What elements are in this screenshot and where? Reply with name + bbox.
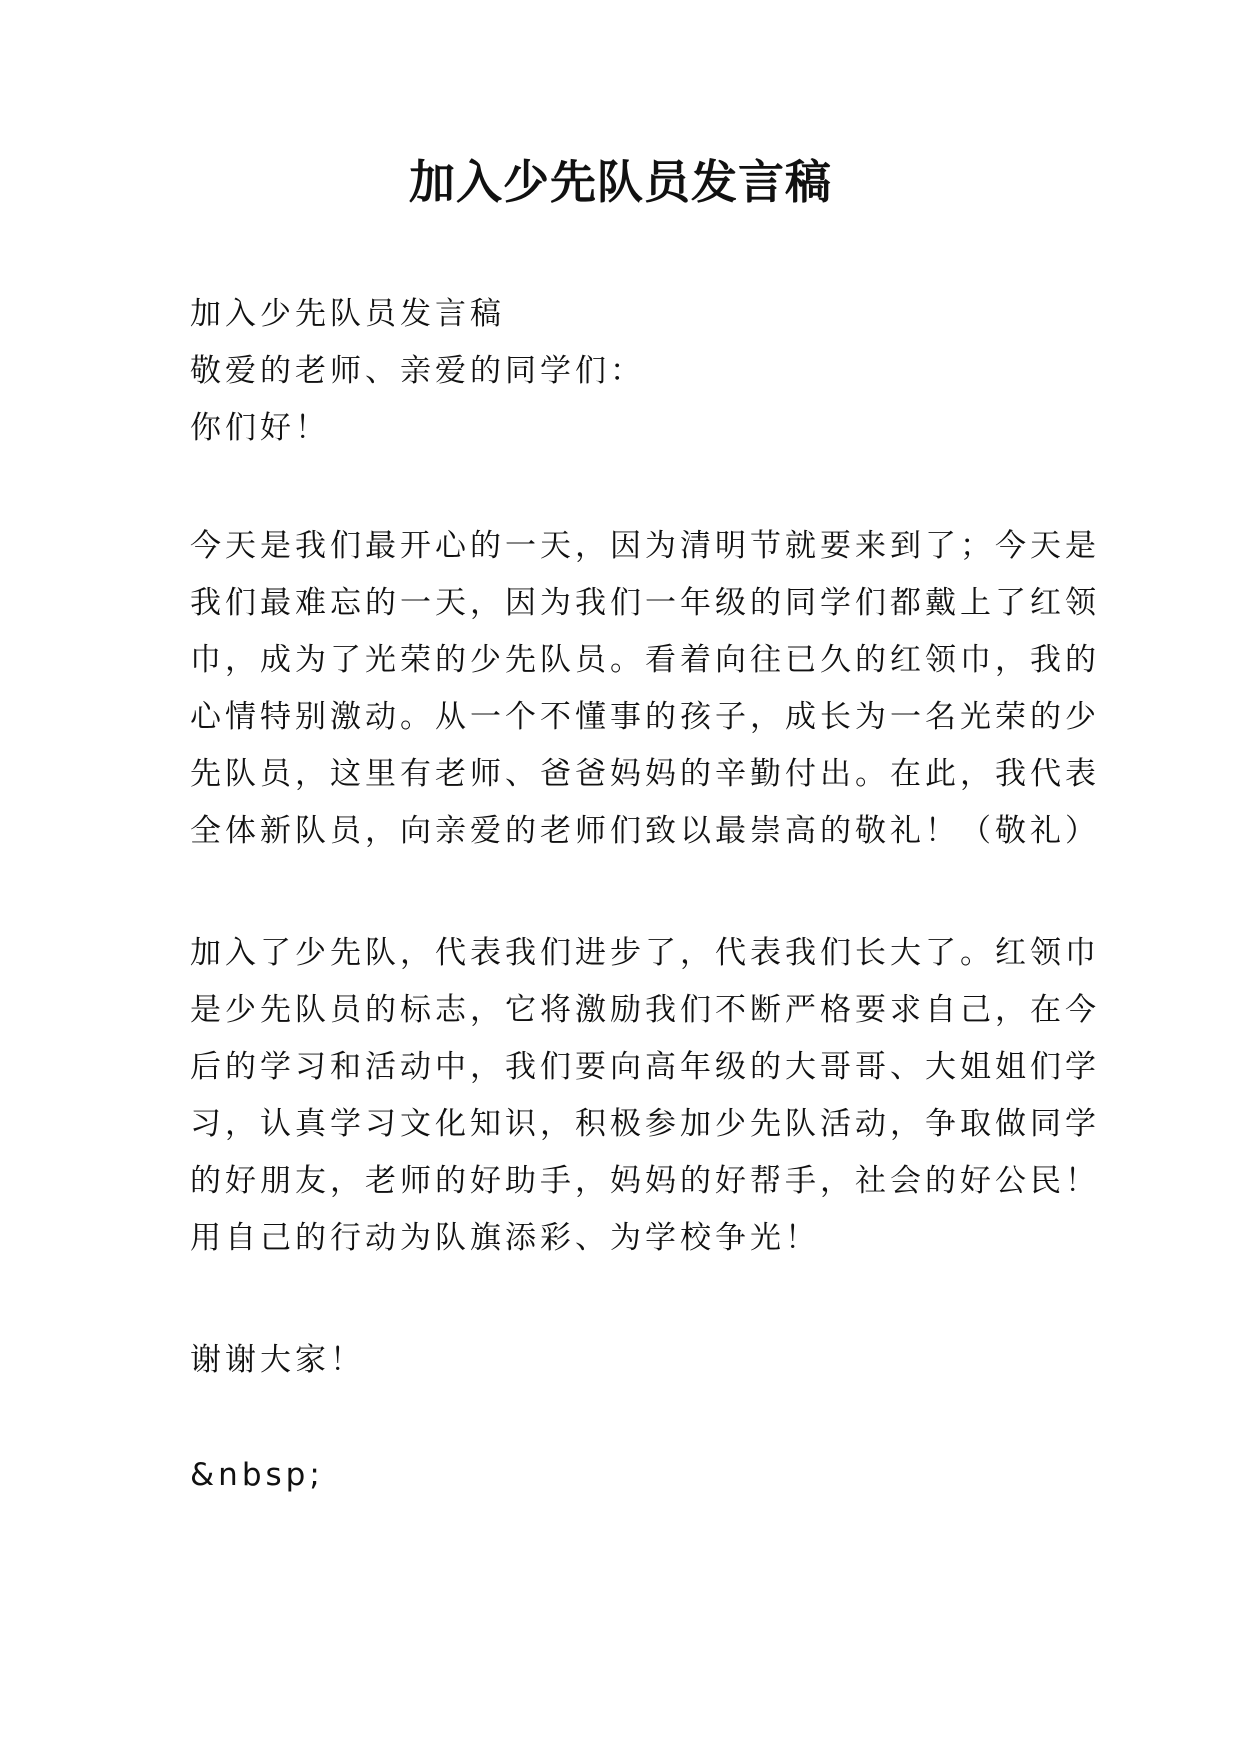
paragraph-2 <box>190 925 1100 1267</box>
document-title: 加入少先队员发言稿 <box>409 155 832 209</box>
opening-block <box>190 286 1070 457</box>
paragraph-line: 全体新队员，向亲爱的老师们致以最崇高的敬礼！（敬礼） <box>190 813 1100 849</box>
paragraph-line: 今天是我们最开心的一天，因为清明节就要来到了；今天是 <box>190 528 1100 564</box>
paragraph-line: 心情特别激动。从一个不懂事的孩子，成长为一名光荣的少 <box>190 699 1100 735</box>
paragraph-line: 用自己的行动为队旗添彩、为学校争光！ <box>190 1220 820 1256</box>
trailing-text: &nbsp; <box>190 1457 324 1493</box>
paragraph-line: 是少先队员的标志，它将激励我们不断严格要求自己，在今 <box>190 992 1100 1028</box>
closing-line: 谢谢大家！ <box>190 1342 365 1378</box>
trailing-block <box>190 1447 1070 1504</box>
paragraph-line: 巾，成为了光荣的少先队员。看着向往已久的红领巾，我的 <box>190 642 1100 678</box>
closing-block <box>190 1332 1070 1389</box>
heading-line: 加入少先队员发言稿 <box>190 296 505 332</box>
paragraph-line: 后的学习和活动中，我们要向高年级的大哥哥、大姐姐们学 <box>190 1049 1100 1085</box>
paragraph-line: 加入了少先队，代表我们进步了，代表我们长大了。红领巾 <box>190 935 1100 971</box>
greeting-line: 你们好！ <box>190 410 330 446</box>
paragraph-1 <box>190 518 1100 860</box>
salutation-line: 敬爱的老师、亲爱的同学们： <box>190 353 645 389</box>
paragraph-line: 我们最难忘的一天，因为我们一年级的同学们都戴上了红领 <box>190 585 1100 621</box>
paragraph-line: 习，认真学习文化知识，积极参加少先队活动，争取做同学 <box>190 1106 1100 1142</box>
paragraph-line: 的好朋友，老师的好助手，妈妈的好帮手，社会的好公民！ <box>190 1163 1100 1199</box>
paragraph-line: 先队员，这里有老师、爸爸妈妈的辛勤付出。在此，我代表 <box>190 756 1100 792</box>
